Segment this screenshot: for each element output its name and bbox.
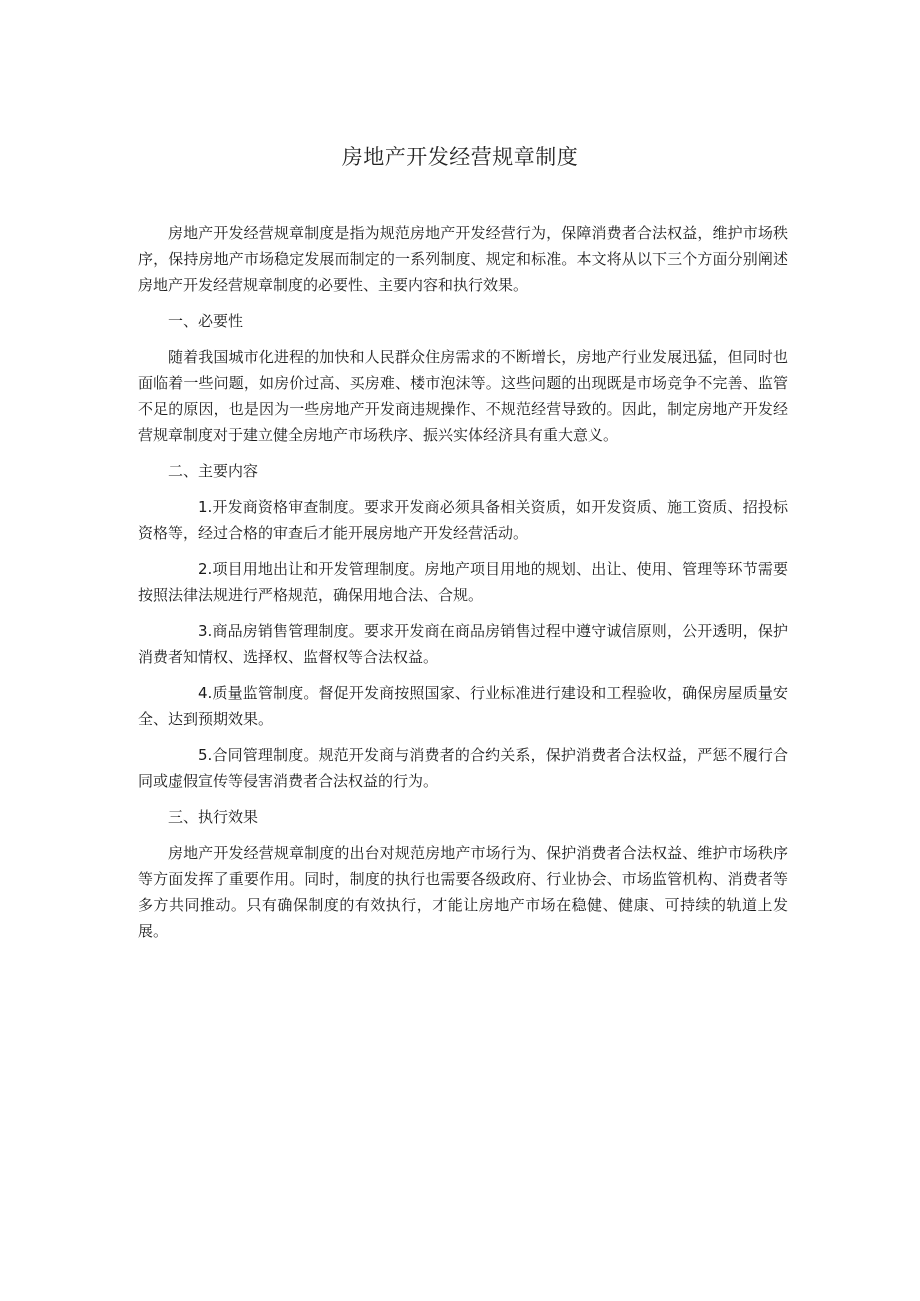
- execution-effect-paragraph: 房地产开发经营规章制度的出台对规范房地产市场行为、保护消费者合法权益、维护市场秩序等方面发挥了重要作用。同时，制度的执行也需要各级政府、行业协会、市场监管机构、消费者等多方共同推动。只有确保制度的有效执行，才能让房地产市场在稳健、健康、可持续的轨道上发展。: [138, 844, 788, 940]
- list-item: [138, 494, 788, 546]
- document-title: 房地产开发经营规章制度: [341, 145, 579, 169]
- list-item-text: .开发商资格审查制度。要求开发商必须具备相关资质，如开发资质、施工资质、招投标资格等，经过合格的审查后才能开展房地产开发经营活动。: [138, 498, 788, 542]
- section-heading-main-content: 二、主要内容: [168, 462, 259, 480]
- list-item: [138, 680, 788, 732]
- section-heading-execution-effect: 三、执行效果: [168, 808, 259, 826]
- section-heading-necessity: 一、必要性: [168, 312, 244, 330]
- list-item: [138, 742, 788, 794]
- list-item-text: .质量监管制度。督促开发商按照国家、行业标准进行建设和工程验收，确保房屋质量安全、达到预期效果。: [138, 684, 788, 728]
- list-item: [138, 556, 788, 608]
- document-body: [138, 220, 788, 954]
- necessity-paragraph: 随着我国城市化进程的加快和人民群众住房需求的不断增长，房地产行业发展迅猛，但同时也面临着一些问题，如房价过高、买房难、楼市泡沫等。这些问题的出现既是市场竞争不完善、监管不足的原因，也是因为一些房地产开发商违规操作、不规范经营导致的。因此，制定房地产开发经营规章制度对于建立健全房地产市场秩序、振兴实体经济具有重大意义。: [138, 348, 788, 444]
- list-item-number: 3: [198, 622, 208, 640]
- list-item-text: .合同管理制度。规范开发商与消费者的合约关系，保护消费者合法权益，严惩不履行合同或虚假宣传等侵害消费者合法权益的行为。: [138, 746, 788, 790]
- intro-paragraph: 房地产开发经营规章制度是指为规范房地产开发经营行为，保障消费者合法权益，维护市场秩序，保持房地产市场稳定发展而制定的一系列制度、规定和标准。本文将从以下三个方面分别阐述房地产开发经营规章制度的必要性、主要内容和执行效果。: [138, 224, 788, 294]
- list-item-number: 5: [198, 746, 208, 764]
- list-item-number: 1: [198, 498, 208, 516]
- list-item-text: .商品房销售管理制度。要求开发商在商品房销售过程中遵守诚信原则，公开透明，保护消费者知情权、选择权、监督权等合法权益。: [138, 622, 788, 666]
- list-item-text: .项目用地出让和开发管理制度。房地产项目用地的规划、出让、使用、管理等环节需要按照法律法规进行严格规范，确保用地合法、合规。: [138, 560, 788, 604]
- list-item-number: 4: [198, 684, 208, 702]
- list-item-number: 2: [198, 560, 208, 578]
- list-item: [138, 618, 788, 670]
